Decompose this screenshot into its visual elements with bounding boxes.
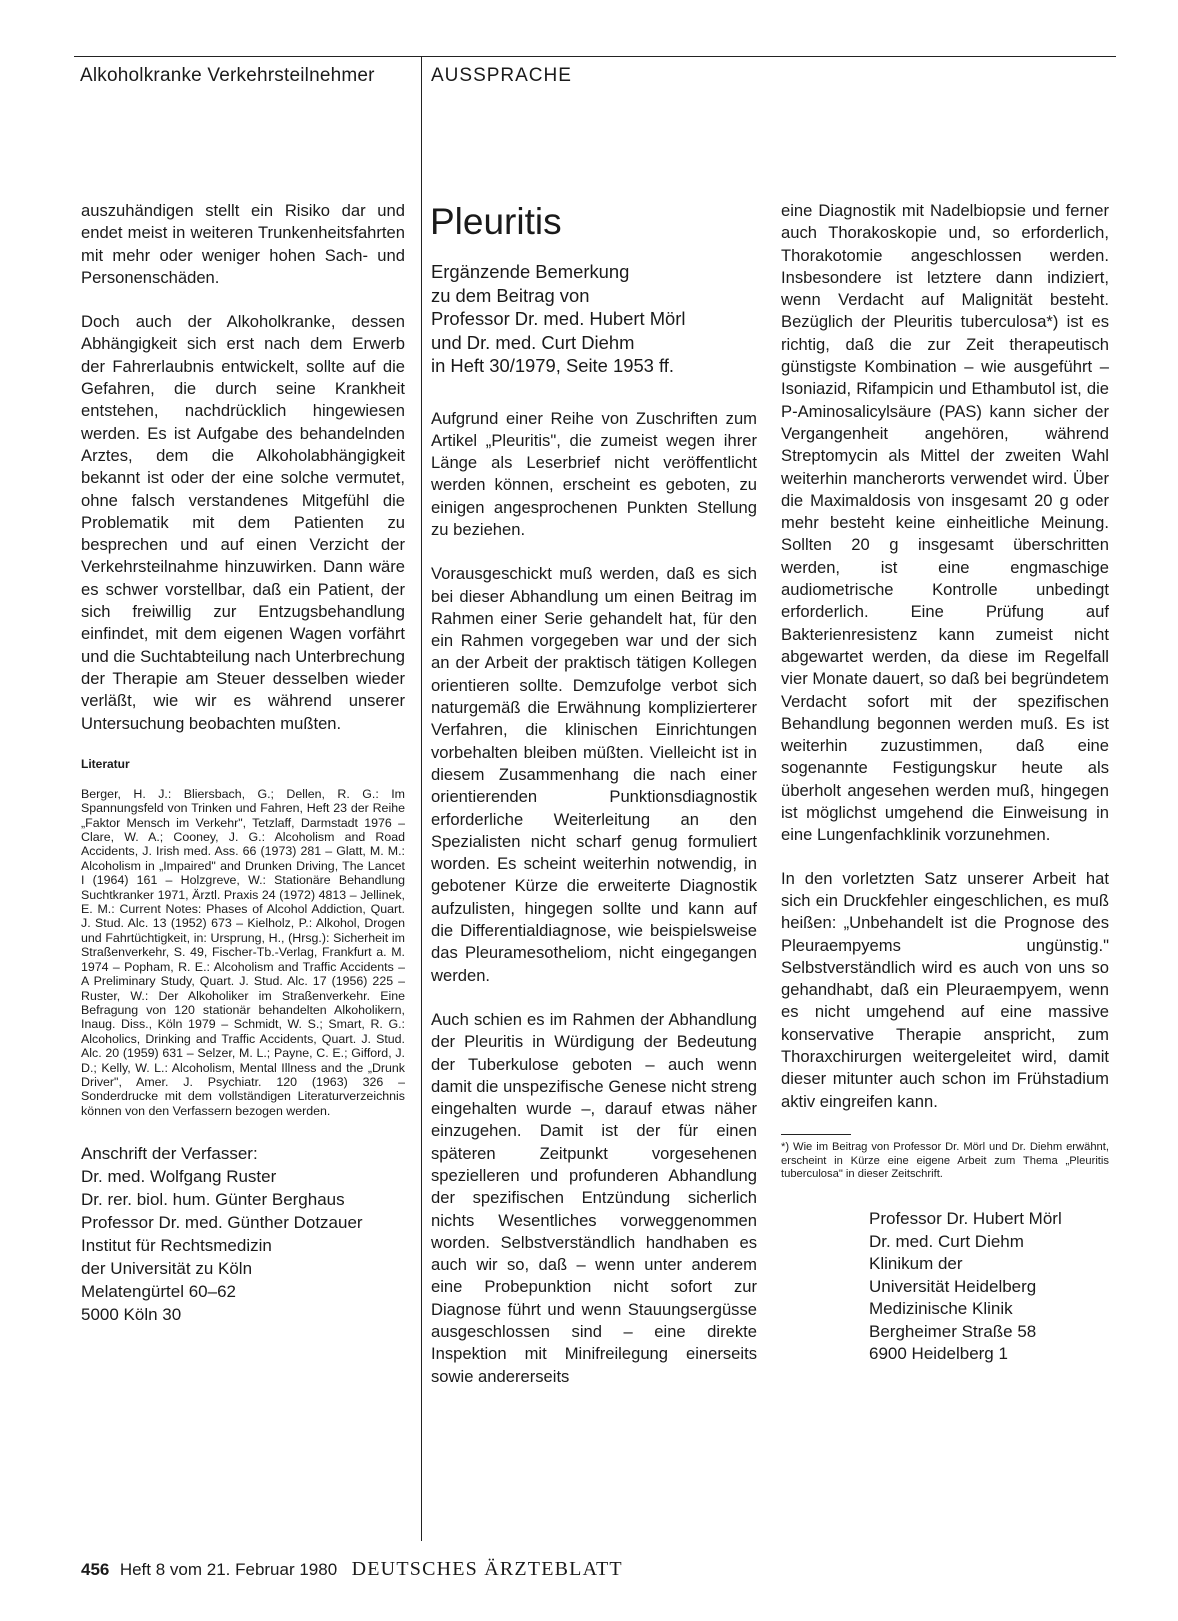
address-line: Melatengürtel 60–62 — [81, 1282, 237, 1302]
subtitle-line: Professor Dr. med. Hubert Mörl — [431, 308, 686, 329]
literature-list: Berger, H. J.: Bliersbach, G.; Dellen, R. G.: Im Spannungsfeld von Trinken und Fahren, Heft 23 der Reihe „Faktor Mensch im Verkehr", Tetzlaff, Darmstadt 1976 – Clare, W. A.; Cooney, J. G.: Alcoholism and Road Accidents, J. Irish med. Ass. 66 (1973) 281 – Glatt, M. M.: Alcoholism in „Impaired" and Drunken Driving, The Lancet I (1964) 161 – Holzgreve, W.: Stationäre Behandlung Suchtkranker 1971, Ärztl. Praxis 24 (1972) 4813 – Jellinek, E. M.: Current Notes: Phases of Alcohol Addiction, Quart. J. Stud. Alc. 13 (1952) 673 – Kielholz, P.: Alkohol, Drogen und Fahrtüchtigkeit, in: Ursprung, H., (Hrsg.): Sicherheit im Straßenverkehr, S. 49, Fischer-Tb.-Verlag, Frankfurt a. M. 1974 – Popham, R. E.: Alcoholism and Traffic Accidents – A Preliminary Study, Quart. J. Stud. Alc. 17 (1956) 225 – Ruster, W.: Der Alkoholiker im Straßenverkehr. Eine Befragung von 120 stationär behandelten Alkoholikern, Inaug. Diss., Köln 1979 – Schmidt, W. S.; Smart, R. G.: Alcoholics, Drinking and Traffic Accidents, Quart. J. Stud. Alc. 20 (1959) 631 – Selzer, M. L.; Payne, C. E.; Gifford, J. D.; Kelly, W. L.: Alcoholism, Mental Illness and the „Drunk Driver", Amer. J. Psychiatr. 120 (1963) 326 – Sonderdrucke mit dem vollständigen Literaturverzeichnis können von den Verfassern bezogen werden. — [81, 786, 405, 1118]
article-subtitle — [431, 260, 757, 378]
paragraph: Doch auch der Alkoholkranke, dessen Abhängigkeit sich erst nach dem Erwerb der Fahrerlaubnis entwickelt, sollte auf die Gefahren, die durch seine Krankheit entstehen, nachdrücklich hingewiesen werden. Es ist Aufgabe des behandelnden Arztes, dem die Alkoholabhängigkeit bekannt ist oder der eine solche vermutet, ohne falsch verstandenes Mitgefühl die Problematik mit dem Patienten zu besprechen und auf einen Verzicht der Verkehrsteilnahme hinzuwirken. Dann wäre es schwer vorstellbar, daß ein Patient, der sich freiwillig zur Entzugsbehandlung einfindet, mit dem eigenen Wagen vorfährt und die Suchtabteilung nach Unterbrechung der Therapie am Steuer desselben wieder verläßt, wie wir es während unserer Untersuchung beobachten mußten. — [81, 312, 405, 733]
address-line: 5000 Köln 30 — [81, 1305, 182, 1325]
signature-line: 6900 Heidelberg 1 — [869, 1344, 1008, 1364]
article-title: Pleuritis — [430, 201, 562, 242]
author-address — [81, 1142, 405, 1326]
paragraph: Vorausgeschickt muß werden, daß es sich bei dieser Abhandlung um einen Beitrag im Rahmen einer Serie gehandelt hat, für den ein Rahmen vorgegeben war und der sich an der Arbeit der praktisch tätigen Kollegen orientieren sollte. Demzufolge verbot sich naturgemäß die Erwähnung komplizierterer Verfahren, die klinischen Einrichtungen vorbehalten bleiben müßten. Vielleicht ist in diesem Zusammenhang die nach einer orientierenden Punktionsdiagnostik erforderliche Weiterleitung an den Spezialisten nicht scharf genug formuliert worden. Es scheint weiterhin notwendig, in gebotener Kürze die erweiterte Diagnostik aufzulisten, hingegen sollte und kann auf die Differentialdiagnose, wie beispielsweise das Pleuramesotheliom, nicht eingegangen werden. — [431, 564, 757, 985]
subtitle-line: und Dr. med. Curt Diehm — [431, 331, 635, 353]
literature-heading: Literatur — [81, 756, 130, 771]
author-signature — [869, 1208, 1109, 1366]
paragraph: Aufgrund einer Reihe von Zuschriften zum Artikel „Pleuritis", die zumeist wegen ihrer Länge als Leserbrief nicht veröffentlicht werden können, erscheint es geboten, zu einigen angesprochenen Punkten Stellung zu beziehen. — [431, 408, 757, 539]
left-column — [81, 200, 405, 1326]
address-line: Professor Dr. med. Günther Dotzauer — [81, 1213, 363, 1233]
signature-line: Medizinische Klinik — [869, 1299, 1013, 1319]
paragraph: auszuhändigen stellt ein Risiko dar und endet meist in weiteren Trunkenheitsfahrten mit mehr oder weniger hohen Sach- und Personenschäden. — [81, 201, 405, 287]
signature-line: Universität Heidelberg — [869, 1276, 1037, 1296]
signature-line: Bergheimer Straße 58 — [869, 1321, 1037, 1341]
subtitle-line: Ergänzende Bemerkung — [431, 261, 630, 282]
footnote-rule — [781, 1134, 851, 1135]
subtitle-line: zu dem Beitrag von — [431, 284, 590, 306]
footnote: *) Wie im Beitrag von Professor Dr. Mörl und Dr. Diehm erwähnt, erscheint in Kürze eine eigene Arbeit zum Thema „Pleuritis tuberculosa" in dieser Zeitschrift. — [781, 1140, 1109, 1181]
page-footer — [81, 1558, 623, 1581]
paragraph: In den vorletzten Satz unserer Arbeit hat sich ein Druckfehler eingeschlichen, es muß heißen: „Unbehandelt ist die Prognose des Pleuraempyems ungünstig." Selbstverständlich wird es auch von uns so gehandhabt, daß ein Pleuraempyem, wenn es nicht umgehend auf eine massive konservative Therapie anspricht, zum Thoraxchirurgen weitergeleitet wird, damit dieser mitunter auch schon im Frühstadium aktiv eingreifen kann. — [781, 868, 1109, 1111]
section-label: AUSSPRACHE — [431, 65, 572, 86]
address-line: der Universität zu Köln — [81, 1259, 253, 1279]
paragraph: eine Diagnostik mit Nadelbiopsie und ferner auch Thorakoskopie und, so erforderlich, Thorakotomie angeschlossen werden. Insbesondere ist letztere dann indiziert, wenn Verdacht auf Malignität besteht. Bezüglich der Pleuritis tuberculosa*) ist es richtig, daß die zur Zeit therapeutisch günstigste Kombination – wie ausgeführt – Isoniazid, Rifampicin und Ethambutol ist, die P-Aminosalicylsäure (PAS) kann sicher der Vergangenheit angehören, während Streptomycin als Mittel der zweiten Wahl weiterhin mancherorts verwendet wird. Über die Maximaldosis von insgesamt 20 g oder mehr besteht keine einheitliche Meinung. Sollten 20 g insgesamt überschritten werden, ist eine engmaschige audiometrische Kontrolle unbedingt erforderlich. Eine Prüfung auf Bakterienresistenz kann zumeist nicht abgewartet werden, da diese im Regelfall vier Monate dauert, so daß bei begründetem Verdacht sofort mit der spezifischen Behandlung begonnen werden muß. Es ist weiterhin zuzustimmen, daß eine sogenannte Festigungskur heute als überholt angesehen werden muß, hingegen ist möglichst umgehend die Einweisung in eine Lungenfachklinik vorzunehmen. — [781, 201, 1109, 845]
signature-line: Dr. med. Curt Diehm — [869, 1231, 1024, 1251]
right-column — [781, 200, 1109, 1366]
address-line: Dr. rer. biol. hum. Günter Berghaus — [81, 1190, 345, 1210]
subtitle-line: in Heft 30/1979, Seite 1953 ff. — [431, 355, 675, 376]
address-line: Institut für Rechtsmedizin — [81, 1236, 272, 1256]
signature-line: Klinikum der — [869, 1254, 963, 1274]
middle-column — [431, 200, 757, 1410]
address-line: Anschrift der Verfasser: — [81, 1144, 258, 1164]
address-line: Dr. med. Wolfgang Ruster — [81, 1167, 277, 1187]
page-number: 456 — [81, 1560, 110, 1579]
issue-info: Heft 8 vom 21. Februar 1980 — [119, 1560, 338, 1579]
signature-line: Professor Dr. Hubert Mörl — [869, 1209, 1062, 1229]
journal-name: DEUTSCHES ÄRZTEBLATT — [351, 1558, 623, 1580]
paragraph: Auch schien es im Rahmen der Abhandlung der Pleuritis in Würdigung der Bedeutung der Tuberkulose geboten – auch wenn damit die unspezifische Genese nicht streng eingehalten wurde –, darauf etwas näher einzugehen. Damit ist der für einen späteren Zeitpunkt vorgesehenen spezielleren und profunderen Abhandlung der spezifischen Entzündung sicherlich nichts Wesentliches vorweggenommen worden. Selbstverständlich handhaben es auch wir so, daß – wenn unter anderem eine Probepunktion nicht sofort zur Diagnose führt und wenn Stauungsergüsse ausgeschlossen sind – eine direkte Inspektion mit Minifreilegung einerseits sowie andererseits — [431, 1009, 757, 1386]
running-head-left: Alkoholkranke Verkehrsteilnehmer — [80, 65, 375, 86]
header-rule — [74, 56, 1116, 57]
column-divider — [421, 56, 422, 1541]
